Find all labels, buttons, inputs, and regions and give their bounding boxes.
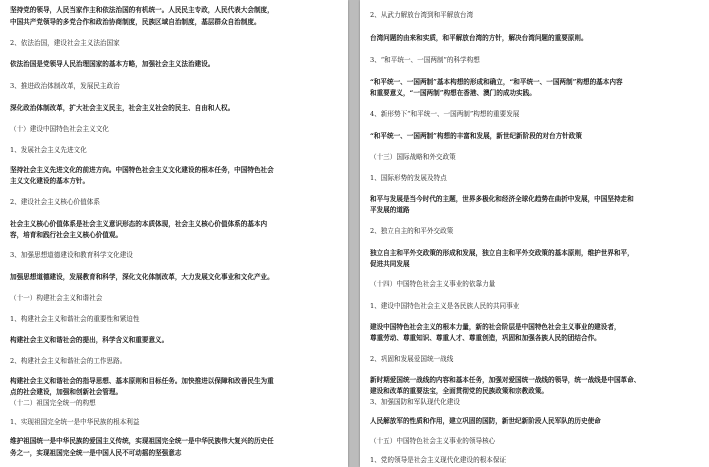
heading-line: 2、巩固和发展爱国统一战线 <box>370 355 454 363</box>
heading-line: 2、建设社会主义核心价值体系 <box>10 198 100 206</box>
paragraph-line: “和平统一、一国两制”构想的丰富和发展，新世纪新阶段的对台方针政策 <box>370 132 582 140</box>
paragraph-line: 建设中国特色社会主义的根本力量，新的社会阶层是中国特色社会主义事业的建设者， <box>370 323 621 331</box>
paragraph-line: 加强思想道德建设，发展教育和科学，深化文化体制改革，大力发展文化事业和文化产业。 <box>10 273 274 281</box>
heading-line: （十一）构建社会主义和谐社会 <box>10 294 103 302</box>
heading-line: （十四）中国特色社会主义事业的依靠力量 <box>370 280 496 288</box>
heading-line: 4、新形势下“和平统一、一国两制”构想的重要发展 <box>370 110 520 118</box>
heading-line: 2、依法治国，建设社会主义法治国家 <box>10 39 120 47</box>
heading-line: （十）建设中国特色社会主义文化 <box>10 125 109 133</box>
document-page-right <box>360 0 709 467</box>
paragraph-line: 构建社会主义和谐社会的提出，科学含义和重要意义。 <box>10 336 169 344</box>
paragraph-line: 平发展的道路 <box>370 206 410 214</box>
paragraph-line: 建设和改革的重要法宝，全面贯彻党的民族政策和宗教政策。 <box>370 387 549 395</box>
heading-line: 1、党的领导是社会主义现代化建设的根本保证 <box>370 456 507 464</box>
heading-line: 1、构建社会主义和谐社会的重要性和紧迫性 <box>10 315 140 323</box>
document-page-left <box>0 0 348 467</box>
paragraph-line: 深化政治体制改革，扩大社会主义民主，社会主义社会的民主、自由和人权。 <box>10 104 235 112</box>
paragraph-line: 新时期爱国统一战线的内容和基本任务，加强对爱国统一战线的领导，统一战线是中国革命、 <box>370 376 641 384</box>
paragraph-line: 容，培育和践行社会主义核心价值观。 <box>10 231 123 239</box>
heading-line: （十五）中国特色社会主义事业的领导核心 <box>370 437 496 445</box>
heading-line: （十二）祖国完全统一的构想 <box>10 399 96 407</box>
heading-line: 1、实现祖国完全统一是中华民族的根本利益 <box>10 418 140 426</box>
paragraph-line: 尊重劳动、尊重知识、尊重人才、尊重创造，巩固和加强各族人民的团结合作。 <box>370 334 601 342</box>
paragraph-line: 坚持党的领导，人民当家作主和依法治国的有机统一。人民民主专政，人民代表大会制度， <box>10 6 274 14</box>
heading-line: 3、推进政治体制改革，发展民主政治 <box>10 82 120 90</box>
paragraph-line: 主义文化建设的基本方针。 <box>10 177 90 185</box>
heading-line: 2、构建社会主义和谐社会的工作思路。 <box>10 357 127 365</box>
paragraph-line: 坚持社会主义先进文化的前进方向。中国特色社会主义文化建设的根本任务，中国特色社会 <box>10 166 274 174</box>
paragraph-line: 点的社会建设，加强和创新社会管理。 <box>10 388 123 396</box>
paragraph-line: 构建社会主义和谐社会的指导思想、基本原则和目标任务。加快推进以保障和改善民生为重 <box>10 377 274 385</box>
heading-line: 2、独立自主的和平外交政策 <box>370 227 454 235</box>
paragraph-line: 务之一，实现祖国完全统一是中国人民不可动摇的坚强意志 <box>10 449 182 457</box>
paragraph-line: 维护祖国统一是中华民族的爱国主义传统，实现祖国完全统一是中华民族伟大复兴的历史任 <box>10 437 274 445</box>
heading-line: 1、国际形势的发展及特点 <box>370 174 447 182</box>
heading-line: 3、加强思想道德建设和教育科学文化建设 <box>10 251 133 259</box>
paragraph-line: 独立自主和平外交政策的形成和发展，独立自主和平外交政策的基本原则，维护世界和平， <box>370 249 634 257</box>
paragraph-line: 社会主义核心价值体系是社会主义意识形态的本质体现，社会主义核心价值体系的基本内 <box>10 220 268 228</box>
heading-line: 2、从武力解放台湾到和平解放台湾 <box>370 11 474 19</box>
heading-line: 3、“和平统一、一国两制”的科学构想 <box>370 56 480 64</box>
paragraph-line: 台湾问题的由来和实质，和平解放台湾的方针，解决台湾问题的重要原则。 <box>370 34 588 42</box>
heading-line: 3、加强国防和军队现代化建设 <box>370 398 460 406</box>
paragraph-line: 和重要意义，“一国两制”构想在香港、澳门的成功实践。 <box>370 89 536 97</box>
paragraph-line: 中国共产党领导的多党合作和政治协商制度，民族区域自治制度，基层群众自治制度。 <box>10 18 261 26</box>
heading-line: （十三）国际战略和外交政策 <box>370 153 456 161</box>
paragraph-line: 和平与发展是当今时代的主题，世界多极化和经济全球化趋势在曲折中发展，中国坚持走和 <box>370 195 634 203</box>
paragraph-line: 促进共同发展 <box>370 260 410 268</box>
paragraph-line: 人民解放军的性质和作用，建立巩固的国防，新世纪新阶段人民军队的历史使命 <box>370 417 601 425</box>
heading-line: 1、发展社会主义先进文化 <box>10 146 87 154</box>
heading-line: 1、建设中国特色社会主义是各民族人民的共同事业 <box>370 302 520 310</box>
paragraph-line: 依法治国是党领导人民治理国家的基本方略，加强社会主义法治建设。 <box>10 60 215 68</box>
paragraph-line: “和平统一、一国两制”基本构想的形成和确立，“和平统一、一国两制”构想的基本内容 <box>370 78 623 86</box>
